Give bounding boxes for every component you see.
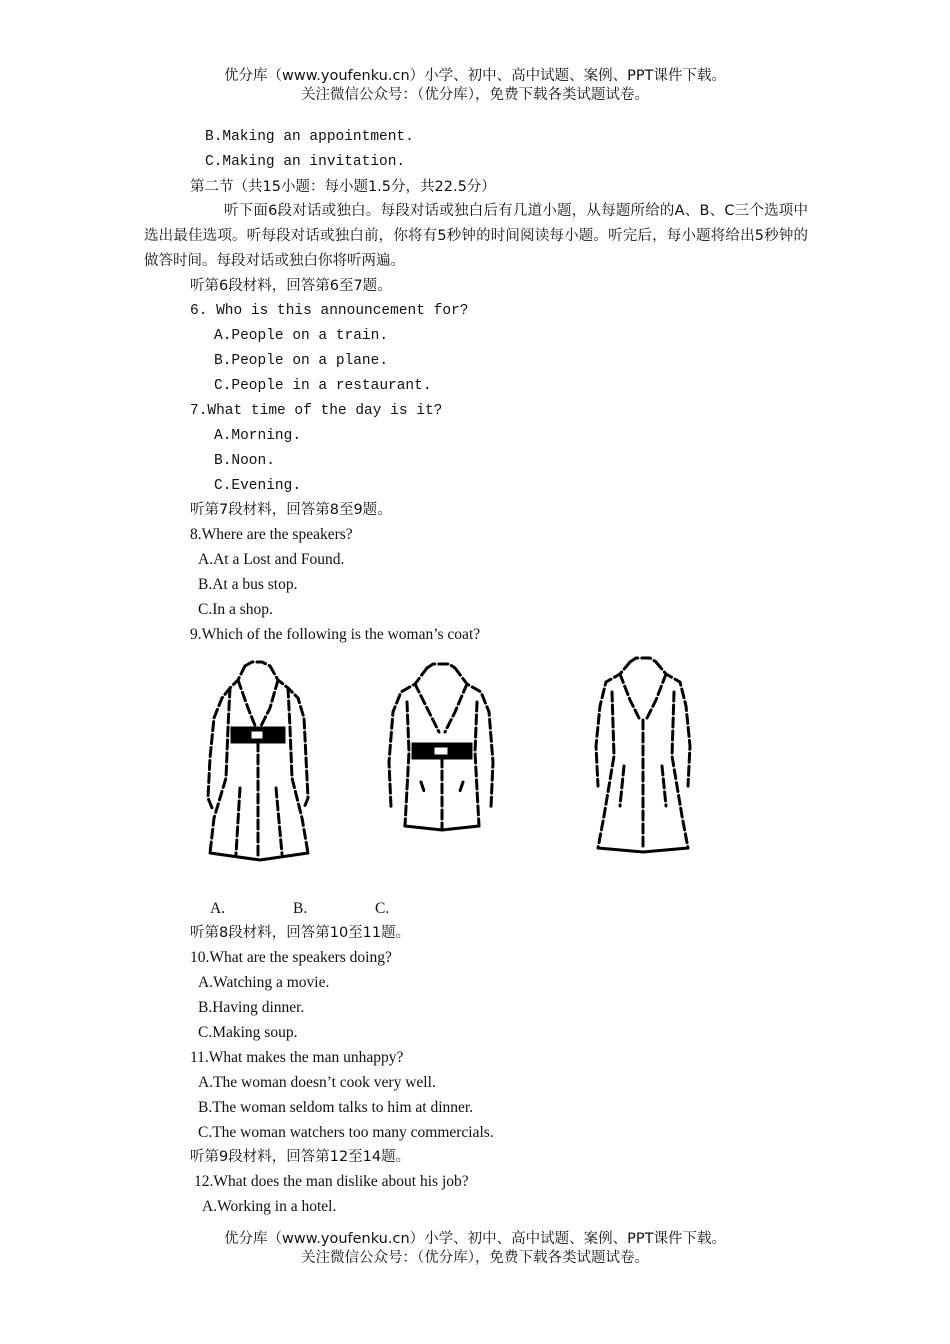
coat-label-c: C.: [375, 900, 390, 917]
q7-option-c: C.Evening.: [214, 478, 302, 494]
q8-stem: 8.Where are the speakers?: [190, 526, 353, 543]
q12-stem: 12.What does the man dislike about his job?: [194, 1173, 469, 1190]
long-plain-coat-icon: [590, 656, 700, 856]
q10-stem: 10.What are the speakers doing?: [190, 949, 392, 966]
q6-option-c: C.People in a restaurant.: [214, 378, 432, 394]
material6-heading: 听第6段材料，回答第6至7题。: [190, 278, 392, 294]
page-header-line1: 优分库（www.youfenku.cn）小学、初中、高中试题、案例、PPT课件下载。: [224, 68, 726, 84]
q6-stem: 6. Who is this announcement for?: [190, 303, 469, 319]
q8-option-c: C.In a shop.: [198, 601, 273, 618]
prev-option-b: B.Making an appointment.: [205, 129, 414, 145]
coat-label-a: A.: [210, 900, 226, 917]
q8-option-a: A.At a Lost and Found.: [198, 551, 345, 568]
q6-option-b: B.People on a plane.: [214, 353, 389, 369]
page-header-line2: 关注微信公众号：（优分库），免费下载各类试题试卷。: [301, 87, 649, 103]
material7-heading: 听第7段材料，回答第8至9题。: [190, 502, 392, 518]
long-belted-coat-icon: [200, 658, 320, 868]
q10-option-a: A.Watching a movie.: [198, 974, 330, 991]
q11-option-a: A.The woman doesn’t cook very well.: [198, 1074, 436, 1091]
q11-stem: 11.What makes the man unhappy?: [190, 1049, 404, 1066]
q7-option-b: B.Noon.: [214, 453, 275, 469]
q7-option-a: A.Morning.: [214, 428, 302, 444]
material8-heading: 听第8段材料，回答第10至11题。: [190, 925, 411, 941]
short-belted-coat-icon: [385, 662, 500, 834]
q11-option-b: B.The woman seldom talks to him at dinner.: [198, 1099, 474, 1116]
q11-option-c: C.The woman watchers too many commercials.: [198, 1124, 494, 1141]
page-footer-line2: 关注微信公众号：（优分库），免费下载各类试题试卷。: [301, 1250, 649, 1266]
q10-option-b: B.Having dinner.: [198, 999, 305, 1016]
q9-stem: 9.Which of the following is the woman’s coat?: [190, 626, 481, 643]
coat-label-b: B.: [293, 900, 308, 917]
material9-heading: 听第9段材料，回答第12至14题。: [190, 1149, 411, 1165]
q6-option-a: A.People on a train.: [214, 328, 389, 344]
q10-option-c: C.Making soup.: [198, 1024, 298, 1041]
page-footer-line1: 优分库（www.youfenku.cn）小学、初中、高中试题、案例、PPT课件下载。: [224, 1231, 726, 1247]
prev-option-c: C.Making an invitation.: [205, 154, 406, 170]
section-instructions: 听下面6段对话或独白。每段对话或独白后有几道小题，从每题所给的A、B、C三个选项中选出最佳选项。听每段对话或独白前，你将有5秒钟的时间阅读每小题。听完后，每小题将给出5秒钟的做答时间。每段对话或独白你将听两遍。: [144, 203, 808, 269]
q8-option-b: B.At a bus stop.: [198, 576, 298, 593]
q12-option-a: A.Working in a hotel.: [202, 1198, 337, 1215]
section-title: 第二节（共15小题：每小题1.5分，共22.5分）: [190, 179, 496, 195]
q7-stem: 7.What time of the day is it?: [190, 403, 443, 419]
